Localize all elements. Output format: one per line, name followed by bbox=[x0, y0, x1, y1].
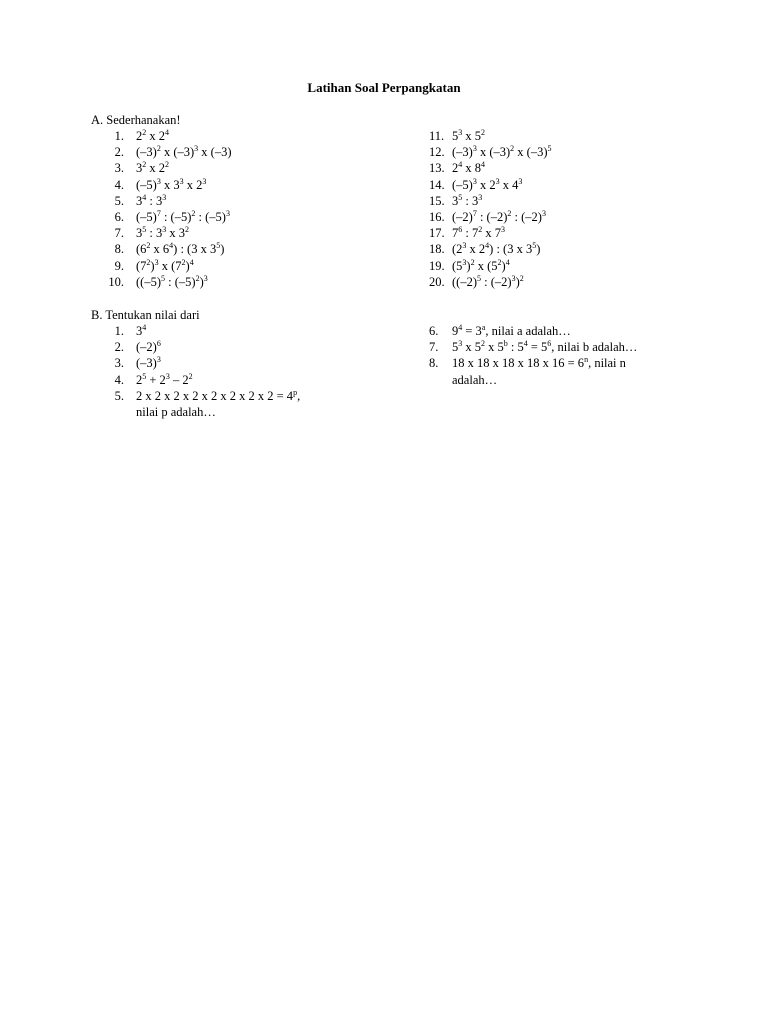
problem-expression: $7^6$ : $7^2$ x $7^3$ bbox=[452, 225, 505, 241]
problem-expression: $3^2$ x $2^2$ bbox=[136, 160, 169, 176]
problem-expression: 18 x 18 x 18 x 18 x $16 = 6^n$, nilai n bbox=[452, 355, 626, 371]
item-number: 4. bbox=[114, 177, 124, 192]
problem-expression: $(-5)^7$ : $(-5)^2$ : $(-5)^3$ bbox=[136, 208, 230, 224]
item-number: 6. bbox=[429, 324, 439, 338]
item-number: 8. bbox=[114, 242, 124, 257]
section-a-heading: A. Sederhanakan! bbox=[91, 113, 181, 127]
item-number: 14. bbox=[429, 177, 445, 192]
problem-expression: $(-5)^3$ x $2^3$ x $4^3$ bbox=[452, 176, 523, 192]
problem-expression: $(-3)^3$ bbox=[136, 355, 161, 371]
problem-expression: $(-2)^7$ : $(-2)^2$ : $(-2)^3$ bbox=[452, 208, 546, 224]
problem-expression: $(-3)^3$ x $(-3)^2$ x $(-3)^5$ bbox=[452, 144, 552, 160]
problem-expression: $(-2)^6$ bbox=[136, 339, 161, 355]
item-number: 15. bbox=[429, 193, 445, 208]
problem-expression: ($(-2)^5$ : $(-2)^3)^2$ bbox=[452, 273, 524, 289]
problem-expression: ($6^2$ x $6^4$) : (3 x $3^5$) bbox=[136, 241, 225, 257]
problem-expression: ($(-5)^5$ : $(-5)^2)^3$ bbox=[136, 273, 208, 289]
problem-expression: $(7^2)^3$ x $(7^2)^4$ bbox=[136, 257, 194, 273]
problem-expression: ($2^3$ x $2^4$) : (3 x $3^5$) bbox=[452, 241, 541, 257]
problem-expression: $2^4$ x $8^4$ bbox=[452, 160, 485, 176]
item-number: 5. bbox=[114, 388, 124, 403]
problem-expression: $3^4$ bbox=[136, 322, 147, 338]
item-number: 8. bbox=[429, 356, 439, 371]
problem-expression: $(-3)^2$ x $(-3)^3$ x (–3) bbox=[136, 144, 232, 160]
item-number: 3. bbox=[114, 161, 124, 176]
item-number: 6. bbox=[114, 210, 124, 224]
problem-expression: $2^2$ x $2^4$ bbox=[136, 127, 169, 143]
item-number: 1. bbox=[114, 129, 124, 143]
item-number: 11. bbox=[429, 129, 445, 143]
item-number: 12. bbox=[429, 145, 445, 160]
item-number: 16. bbox=[429, 210, 445, 224]
problem-expression: $5^3$ x $5^2$ bbox=[452, 127, 485, 143]
item-number: 2. bbox=[114, 340, 124, 355]
item-number: 7. bbox=[429, 340, 439, 355]
problem-expression: $9^4 = 3^a$, nilai a adalah… bbox=[452, 322, 571, 338]
item-number: 1. bbox=[114, 324, 124, 338]
item-number: 2. bbox=[114, 145, 124, 160]
item-number: 10. bbox=[108, 274, 124, 289]
page-title: Latihan Soal Perpangkatan bbox=[307, 80, 461, 95]
item-number: 18. bbox=[429, 242, 445, 257]
section-b-heading: B. Tentukan nilai dari bbox=[91, 308, 200, 322]
problem-expression: $2^5 + 2^3 - 2^2$ bbox=[136, 371, 193, 387]
item-number: 17. bbox=[429, 226, 445, 241]
problem-expression: $(5^3)^2$ x $(5^2)^4$ bbox=[452, 257, 510, 273]
problem-expression: $3^5$ : $3^3$ x $3^2$ bbox=[136, 225, 189, 241]
item-number: 13. bbox=[429, 161, 445, 176]
problem-expression: $5^3$ x $5^2$ x 5$^b$ : $5^4 = 5^6$, nilai b adalah… bbox=[452, 339, 638, 355]
problem-continuation: adalah… bbox=[452, 372, 498, 387]
item-number: 20. bbox=[429, 274, 445, 289]
item-number: 4. bbox=[114, 372, 124, 387]
item-number: 19. bbox=[429, 258, 445, 273]
problem-expression: $(-5)^3$ x $3^3$ x $2^3$ bbox=[136, 176, 207, 192]
item-number: 7. bbox=[114, 226, 124, 241]
item-number: 9. bbox=[114, 258, 124, 273]
problem-continuation: nilai p adalah… bbox=[136, 405, 216, 419]
problem-expression: $3^4$ : $3^3$ bbox=[136, 192, 167, 208]
problem-expression: $3^5$ : $3^3$ bbox=[452, 192, 483, 208]
item-number: 3. bbox=[114, 356, 124, 371]
problem-expression: 2 x 2 x 2 x 2 x 2 x 2 x 2 x $2 = 4^p$, bbox=[136, 387, 301, 403]
item-number: 5. bbox=[114, 193, 124, 208]
